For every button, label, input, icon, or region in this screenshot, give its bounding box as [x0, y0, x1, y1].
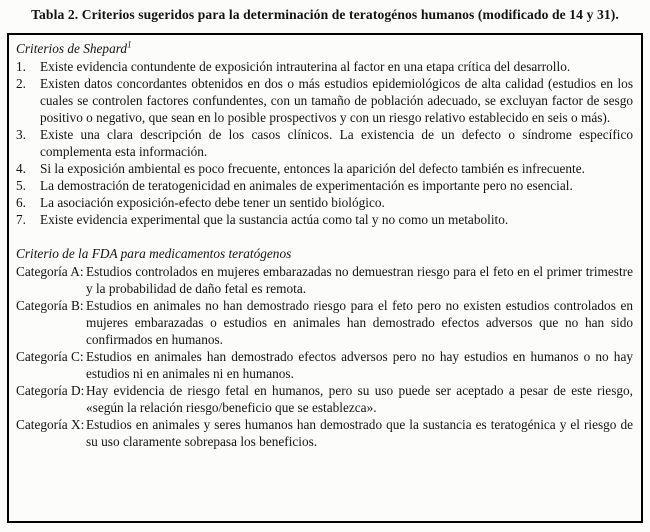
item-text: La asociación exposición-efecto debe tener un sentido biológico. [40, 195, 385, 210]
item-text: Existen datos concordantes obtenidos en dos o más estudios epidemiológicos de alta calidad (estudios en los cuales se controlen factores confundentes, con un tamaño de población adecuado, se excluyan factor de sesgo positivo o negativo, que sean en lo posible prospectivos y con un riesgo relativo establecido en seis o más). [40, 76, 633, 125]
section-spacer [16, 228, 633, 245]
item-number: 5. [16, 178, 26, 193]
fda-category-c [16, 348, 633, 382]
fda-category-b [16, 297, 633, 348]
criteria-table-box [7, 33, 643, 523]
category-label: Categoría C: [16, 349, 84, 364]
category-label: Categoría D: [16, 383, 85, 398]
item-number: 1. [16, 59, 26, 74]
item-text: La demostración de teratogenicidad en animales de experimentación es importante pero no esencial. [40, 178, 573, 193]
item-number: 2. [16, 76, 26, 91]
fda-section-heading: Criterio de la FDA para medicamentos teratógenos [16, 246, 292, 261]
shepard-item-7 [16, 211, 633, 228]
item-text: Existe evidencia experimental que la sustancia actúa como tal y no como un metabolito. [40, 212, 509, 227]
category-text: Estudios controlados en mujeres embarazadas no demuestran riesgo para el feto en el primer trimestre y la probabilidad de daño fetal es remota. [86, 264, 633, 296]
item-text: Existe evidencia contundente de exposición intrauterina al factor en una etapa crítica del desarrollo. [40, 59, 571, 74]
category-text: Hay evidencia de riesgo fetal en humanos, pero su uso puede ser aceptado a pesar de este riesgo, «según la relación riesgo/beneficio que se establezca». [86, 383, 633, 415]
shepard-item-4 [16, 160, 633, 177]
table-caption: Tabla 2. Criterios sugeridos para la determinación de teratogénos humanos (modificado de 14 y 31). [31, 7, 619, 22]
item-text: Existe una clara descripción de los casos clínicos. La existencia de un defecto o síndrome específico complementa esta información. [40, 127, 633, 159]
shepard-heading-footnote-marker: 1 [127, 39, 132, 50]
shepard-item-5 [16, 177, 633, 194]
item-number: 7. [16, 212, 26, 227]
shepard-item-6 [16, 194, 633, 211]
fda-category-d [16, 382, 633, 416]
fda-category-a [16, 263, 633, 297]
shepard-heading-text: Criterios de Shepard [16, 41, 128, 56]
item-number: 4. [16, 161, 26, 176]
item-text: Si la exposición ambiental es poco frecuente, entonces la aparición del defecto también es infrecuente. [40, 161, 585, 176]
fda-category-x [16, 416, 633, 450]
category-label: Categoría X: [16, 417, 85, 432]
category-text: Estudios en animales y seres humanos han demostrado que la sustancia es teratogénica y el riesgo de su uso claramente sobrepasa los beneficios. [86, 417, 633, 449]
category-text: Estudios en animales no han demostrado riesgo para el feto pero no existen estudios controlados en mujeres embarazadas o estudios en animales han demostrado efectos adversos que no han sido confirmados en humanos. [86, 298, 633, 347]
shepard-item-2 [16, 75, 633, 126]
category-label: Categoría A: [16, 264, 84, 279]
item-number: 3. [16, 127, 26, 142]
shepard-item-3 [16, 126, 633, 160]
item-number: 6. [16, 195, 26, 210]
criteria-table-content [16, 40, 633, 450]
category-label: Categoría B: [16, 298, 84, 313]
shepard-section-heading [16, 40, 633, 57]
category-text: Estudios en animales han demostrado efectos adversos pero no hay estudios en humanos o no hay estudios ni en animales ni en humanos. [86, 349, 633, 381]
shepard-item-1 [16, 58, 633, 75]
